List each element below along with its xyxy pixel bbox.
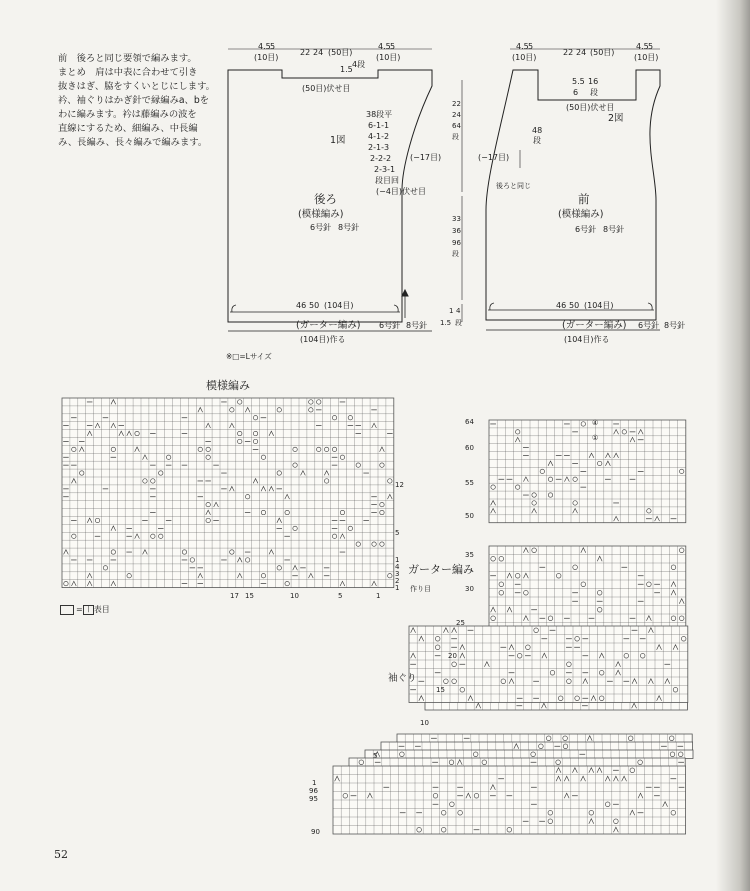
chart1-col-num: 17 [230, 592, 239, 600]
back-shoulder-right: 4.5 [378, 42, 391, 51]
armhole-cm: 22 [452, 100, 461, 108]
chart2-row-num: 50 [465, 512, 474, 520]
armhole-rows: 64 [452, 122, 461, 130]
back-shoulder-right-l: 5 [390, 42, 396, 51]
back-needle-l: 8号針 [338, 223, 360, 232]
chart2-row-num: 64 [465, 418, 474, 426]
front-neck-depth-l: 6 [573, 88, 579, 97]
hem-rows: 4 [456, 307, 461, 315]
chart1-row-num: 1 [395, 584, 400, 592]
armhole-step: 段目回 [375, 176, 399, 185]
chart1-title: 模様編み [206, 379, 250, 392]
back-bind-off: (50目)伏せ目 [302, 84, 351, 93]
chart1-garter-label: ガーター編み [408, 563, 474, 576]
legend-knit-cell: | [83, 605, 94, 615]
note-line: 抜きはぎ、脇をすくいとじにします。 [58, 81, 215, 92]
lsize-note: ※□=Lサイズ [226, 352, 272, 361]
note-line: 衿、袖ぐりはかぎ針で縁編みa、bを [58, 95, 210, 106]
chart2-row-num: 60 [465, 444, 474, 452]
hem-rows-unit: 段 [455, 319, 462, 327]
back-cast-on: (104目)作る [300, 335, 346, 344]
hem-cm: 1 [449, 307, 454, 315]
front-cast-on: (104目)作る [564, 335, 610, 344]
front-same-as-back: 後ろと同じ [496, 182, 531, 190]
front-neck-depth: 5.5 [572, 77, 585, 86]
back-garter: (ガーター編み) [296, 320, 361, 331]
legend [60, 604, 110, 615]
chart1-row-num: 1 [395, 556, 400, 564]
armhole-label: 袖ぐり [388, 673, 417, 684]
armhole-step: 2-3-1 [374, 165, 396, 174]
note-line: まとめ 肩は中表に合わせて引き [58, 67, 198, 78]
chart2-row-num: 1 [312, 779, 317, 787]
chart1-row-num: 4 [395, 563, 400, 571]
body-rows: 96 [452, 239, 461, 247]
chart2-mark: ① [592, 434, 599, 442]
chart2-row-num: 25 [456, 619, 465, 627]
chart2-bottom-grid [333, 546, 693, 834]
front-width-l: 50 [569, 301, 580, 310]
front-neck-st: (50目) [590, 48, 615, 57]
armhole-step: 2-1-3 [368, 143, 390, 152]
note-line: わに編みます。衿は藤編みの波を [58, 109, 197, 120]
chart1-col-num: 15 [245, 592, 254, 600]
back-neck-depth-rows: 4段 [352, 60, 366, 69]
front-width-st: (104目) [584, 301, 614, 310]
front-fig-label: 2図 [608, 113, 624, 124]
back-pattern: (模様編み) [298, 209, 344, 220]
note-line: 前 後ろと同じ要領で編みます。 [58, 53, 197, 64]
armhole-cm-l: 24 [452, 111, 461, 119]
chart2-row-num: 35 [465, 551, 474, 559]
armhole-step: 6-1-1 [368, 121, 390, 130]
hem-cm-l: 1.5 [440, 319, 452, 327]
back-width: 46 [296, 301, 307, 310]
armhole-rows-unit: 段 [452, 133, 459, 141]
armhole-step: 2-2-2 [370, 154, 392, 163]
front-name: 前 [578, 192, 590, 206]
chart2-row-num: 90 [311, 828, 320, 836]
legend-text: 表目 [93, 605, 110, 614]
front-pattern: (模様編み) [558, 209, 604, 220]
back-shoulder-left-st: (10目) [254, 53, 279, 62]
armhole-step: (−4目)伏せ目 [376, 187, 427, 196]
chart2-row-num: 20 [448, 652, 457, 660]
front-shoulder-left-l: 5 [528, 42, 534, 51]
front-shoulder-right: 4.5 [636, 42, 649, 51]
chart2-row-num: 55 [465, 479, 474, 487]
body-rows-unit: 段 [452, 250, 459, 258]
chart1-col-num: 5 [338, 592, 343, 600]
back-fig-label: 1図 [330, 135, 346, 146]
back-shoulder-right-st: (10目) [376, 53, 401, 62]
chart1-col-num: 10 [290, 592, 299, 600]
front-needle-l: 8号針 [603, 225, 625, 234]
front-garter-needle-l: 8号針 [664, 321, 686, 330]
back-armhole-dec: (−17目) [410, 153, 442, 162]
grid-frame [349, 758, 685, 767]
front-garter-needle: 6号針 [638, 321, 660, 330]
chart2-row-num: 15 [436, 686, 445, 694]
front-side-rows-unit: 段 [533, 136, 541, 145]
back-needle: 6号針 [310, 223, 332, 232]
chart2-row-num: 10 [420, 719, 429, 727]
back-neck-st: (50目) [328, 48, 353, 57]
note-line: み、長編み、長々編みで編みます。 [58, 137, 208, 148]
front-neck-depth-rows: 16 [588, 77, 599, 86]
front-shoulder-left: 4.5 [516, 42, 529, 51]
back-width-l: 50 [309, 301, 320, 310]
chart1-row-num: 2 [395, 577, 400, 585]
body-cm: 33 [452, 215, 461, 223]
chart2-row-num: 30 [465, 585, 474, 593]
front-width: 46 [556, 301, 567, 310]
chart2-row-num: 5 [373, 752, 378, 760]
front-neck: 22 [563, 48, 574, 57]
note-line: 直線にするため、細編み、中長編 [58, 123, 198, 134]
chart1-row-num: 5 [395, 529, 400, 537]
chart2-top-grid [489, 420, 686, 523]
front-side-rows: 48 [532, 126, 543, 135]
back-width-st: (104目) [324, 301, 354, 310]
chart1-cast-on: 作り目 [410, 585, 431, 593]
chart1-row-num: 3 [395, 570, 400, 578]
front-needle: 6号針 [575, 225, 597, 234]
armhole-step: 4-1-2 [368, 132, 390, 141]
back-garter-needle-l: 8号針 [406, 321, 428, 330]
back-name: 後ろ [314, 192, 337, 206]
chart1-row-num: 12 [395, 481, 404, 489]
back-garter-needle: 6号針 [379, 321, 401, 330]
back-neck-depth: 1.5 [340, 65, 353, 74]
front-garter: (ガーター編み) [562, 320, 627, 331]
front-shoulder-right-l: 5 [648, 42, 654, 51]
back-neck-l: 24 [313, 48, 324, 57]
front-shoulder-right-st: (10目) [634, 53, 659, 62]
back-shoulder-left: 4.5 [258, 42, 271, 51]
front-bind-off: (50目)伏せ目 [566, 103, 615, 112]
page-number: 52 [54, 848, 68, 861]
body-cm-l: 36 [452, 227, 461, 235]
back-neck: 22 [300, 48, 311, 57]
legend-equals: = [76, 605, 83, 614]
chart2-row-num: 96 [309, 787, 318, 795]
front-armhole-dec: (−17目) [478, 153, 510, 162]
back-shoulder-left-l: 5 [270, 42, 276, 51]
chart1-col-num: 1 [376, 592, 381, 600]
front-neck-l: 24 [576, 48, 587, 57]
chart2-row-num: 95 [309, 795, 318, 803]
front-neck-depth-unit: 段 [590, 88, 598, 97]
legend-empty-cell [60, 605, 74, 615]
armhole-step: 38段平 [366, 110, 393, 119]
chart2-mark: ④ [592, 419, 599, 427]
front-shoulder-left-st: (10目) [512, 53, 537, 62]
chart1-grid [62, 398, 394, 588]
